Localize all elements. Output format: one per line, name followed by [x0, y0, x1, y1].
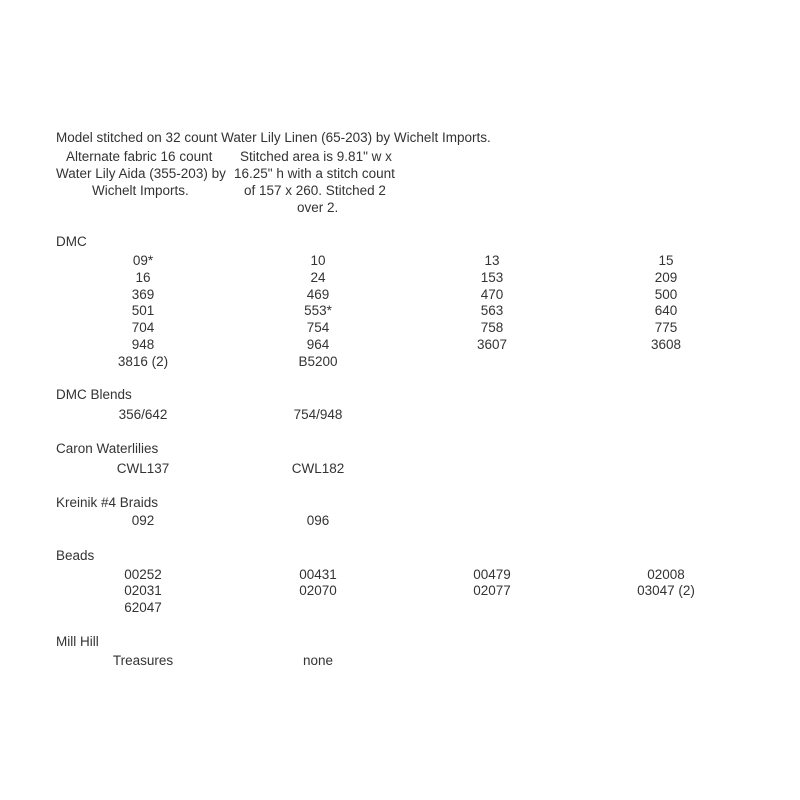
mill-hill-cell: none: [302, 653, 334, 668]
bead-cell: 02077: [473, 583, 511, 598]
dmc-cell: 964: [306, 337, 330, 352]
dmc-cell: 3816 (2): [117, 354, 169, 369]
dmc-cell: 704: [131, 320, 155, 335]
bead-cell: 02008: [647, 567, 685, 582]
dmc-cell: 640: [654, 303, 678, 318]
stitched-area-line-3: of 157 x 260. Stitched 2: [244, 183, 386, 198]
dmc-cell: 754: [306, 320, 330, 335]
dmc-cell: 470: [480, 287, 504, 302]
bead-cell: 62047: [124, 600, 162, 615]
dmc-cell: 369: [131, 287, 155, 302]
dmc-cell: B5200: [298, 354, 338, 369]
bead-cell: 02031: [124, 583, 162, 598]
section-title-dmc-blends: DMC Blends: [56, 387, 132, 402]
dmc-cell: 3607: [476, 337, 508, 352]
dmc-cell: 16: [135, 270, 151, 285]
bead-cell: 02070: [299, 583, 337, 598]
bead-cell: 03047 (2): [637, 583, 695, 598]
bead-cell: 00431: [299, 567, 337, 582]
section-title-dmc: DMC: [56, 234, 87, 249]
dmc-cell: 553*: [304, 303, 332, 318]
dmc-cell: 469: [306, 287, 330, 302]
dmc-cell: 15: [658, 253, 674, 268]
dmc-cell: 13: [484, 253, 500, 268]
alt-fabric-line-1: Alternate fabric 16 count: [66, 149, 213, 164]
caron-cell: CWL182: [291, 461, 345, 476]
dmc-cell: 758: [480, 320, 504, 335]
section-title-mill-hill: Mill Hill: [56, 634, 99, 649]
dmc-cell: 09*: [132, 253, 154, 268]
dmc-cell: 501: [131, 303, 155, 318]
dmc-cell: 3608: [650, 337, 682, 352]
dmc-cell: 209: [654, 270, 678, 285]
dmc-cell: 775: [654, 320, 678, 335]
section-title-beads: Beads: [56, 548, 95, 563]
alt-fabric-line-3: Wichelt Imports.: [92, 183, 189, 198]
bead-cell: 00479: [473, 567, 511, 582]
dmc-cell: 24: [310, 270, 326, 285]
alt-fabric-line-2: Water Lily Aida (355-203) by: [56, 166, 226, 181]
section-title-caron: Caron Waterlilies: [56, 441, 159, 456]
mill-hill-cell: Treasures: [112, 653, 174, 668]
bead-cell: 00252: [124, 567, 162, 582]
kreinik-cell: 096: [306, 513, 330, 528]
dmc-cell: 10: [310, 253, 326, 268]
caron-cell: CWL137: [116, 461, 170, 476]
dmc-cell: 948: [131, 337, 155, 352]
intro-line-1: Model stitched on 32 count Water Lily Linen (65-203) by Wichelt Imports.: [56, 130, 491, 145]
section-title-kreinik: Kreinik #4 Braids: [56, 495, 159, 510]
stitched-area-line-1: Stitched area is 9.81" w x: [240, 149, 392, 164]
kreinik-cell: 092: [131, 513, 155, 528]
dmc-cell: 500: [654, 287, 678, 302]
dmc-cell: 153: [480, 270, 504, 285]
blend-cell: 356/642: [118, 407, 168, 422]
stitched-area-line-2: 16.25" h with a stitch count: [234, 166, 395, 181]
stitched-area-line-4: over 2.: [297, 200, 339, 215]
blend-cell: 754/948: [293, 407, 343, 422]
dmc-cell: 563: [480, 303, 504, 318]
